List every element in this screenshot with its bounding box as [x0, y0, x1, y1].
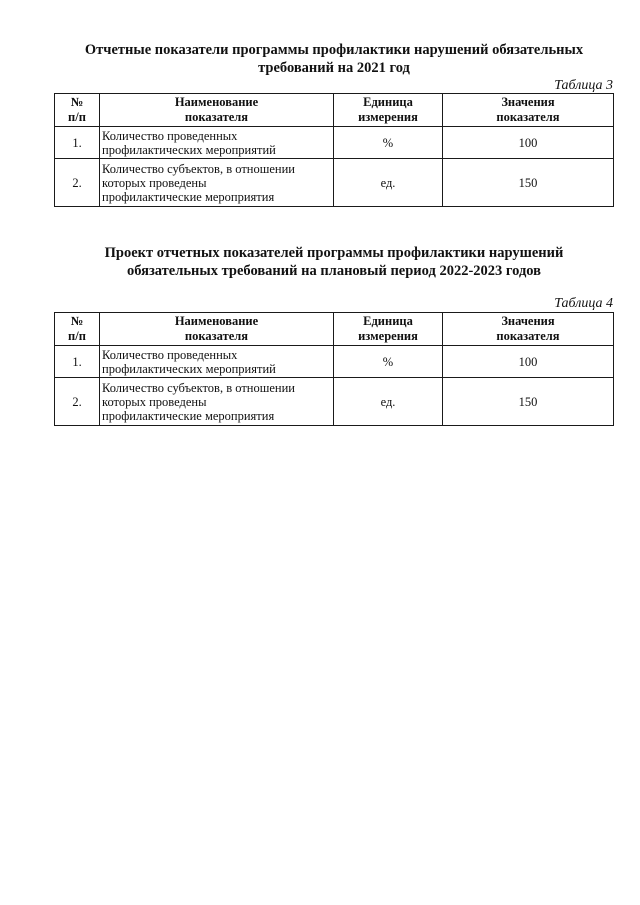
row-number: 1.	[55, 127, 100, 159]
table-row	[55, 159, 614, 207]
row-number: 2.	[55, 378, 100, 426]
indicator-value: 100	[443, 127, 614, 159]
table-row	[55, 378, 614, 426]
table-row	[55, 346, 614, 378]
indicator-unit: ед.	[334, 378, 443, 426]
indicator-name: Количество субъектов, в отношении которых проведены профилактические мероприятия	[100, 159, 334, 207]
section-1-heading-line-1: Отчетные показатели программы профилактики нарушений обязательных	[84, 42, 584, 58]
column-header-number: № п/п	[55, 94, 100, 127]
table-3	[54, 93, 614, 207]
table-4	[54, 312, 614, 426]
indicator-unit: %	[334, 346, 443, 378]
column-header-unit: Единица измерения	[334, 94, 443, 127]
column-header-name: Наименование показателя	[100, 94, 334, 127]
indicator-value: 150	[443, 378, 614, 426]
indicator-value: 150	[443, 159, 614, 207]
column-header-name: Наименование показателя	[100, 313, 334, 346]
section-1-heading-line-2: требований на 2021 год	[258, 60, 410, 76]
row-number: 1.	[55, 346, 100, 378]
column-header-value: Значения показателя	[443, 313, 614, 346]
table-header-row	[55, 94, 614, 127]
section-2-heading-line-2: обязательных требований на плановый период 2022-2023 годов	[126, 263, 542, 279]
table-4-label: Таблица 4	[554, 296, 613, 311]
indicator-unit: ед.	[334, 159, 443, 207]
indicator-name: Количество проведенных профилактических мероприятий	[100, 346, 334, 378]
column-header-unit: Единица измерения	[334, 313, 443, 346]
indicator-name: Количество субъектов, в отношении которых проведены профилактические мероприятия	[100, 378, 334, 426]
section-1-heading	[14, 41, 640, 77]
table-header-row	[55, 313, 614, 346]
indicator-name: Количество проведенных профилактических мероприятий	[100, 127, 334, 159]
row-number: 2.	[55, 159, 100, 207]
table-row	[55, 127, 614, 159]
section-2-heading-line-1: Проект отчетных показателей программы профилактики нарушений	[104, 245, 564, 261]
section-2-heading	[14, 244, 640, 280]
table-3-label: Таблица 3	[554, 78, 613, 93]
indicator-unit: %	[334, 127, 443, 159]
indicator-value: 100	[443, 346, 614, 378]
column-header-number: № п/п	[55, 313, 100, 346]
column-header-value: Значения показателя	[443, 94, 614, 127]
